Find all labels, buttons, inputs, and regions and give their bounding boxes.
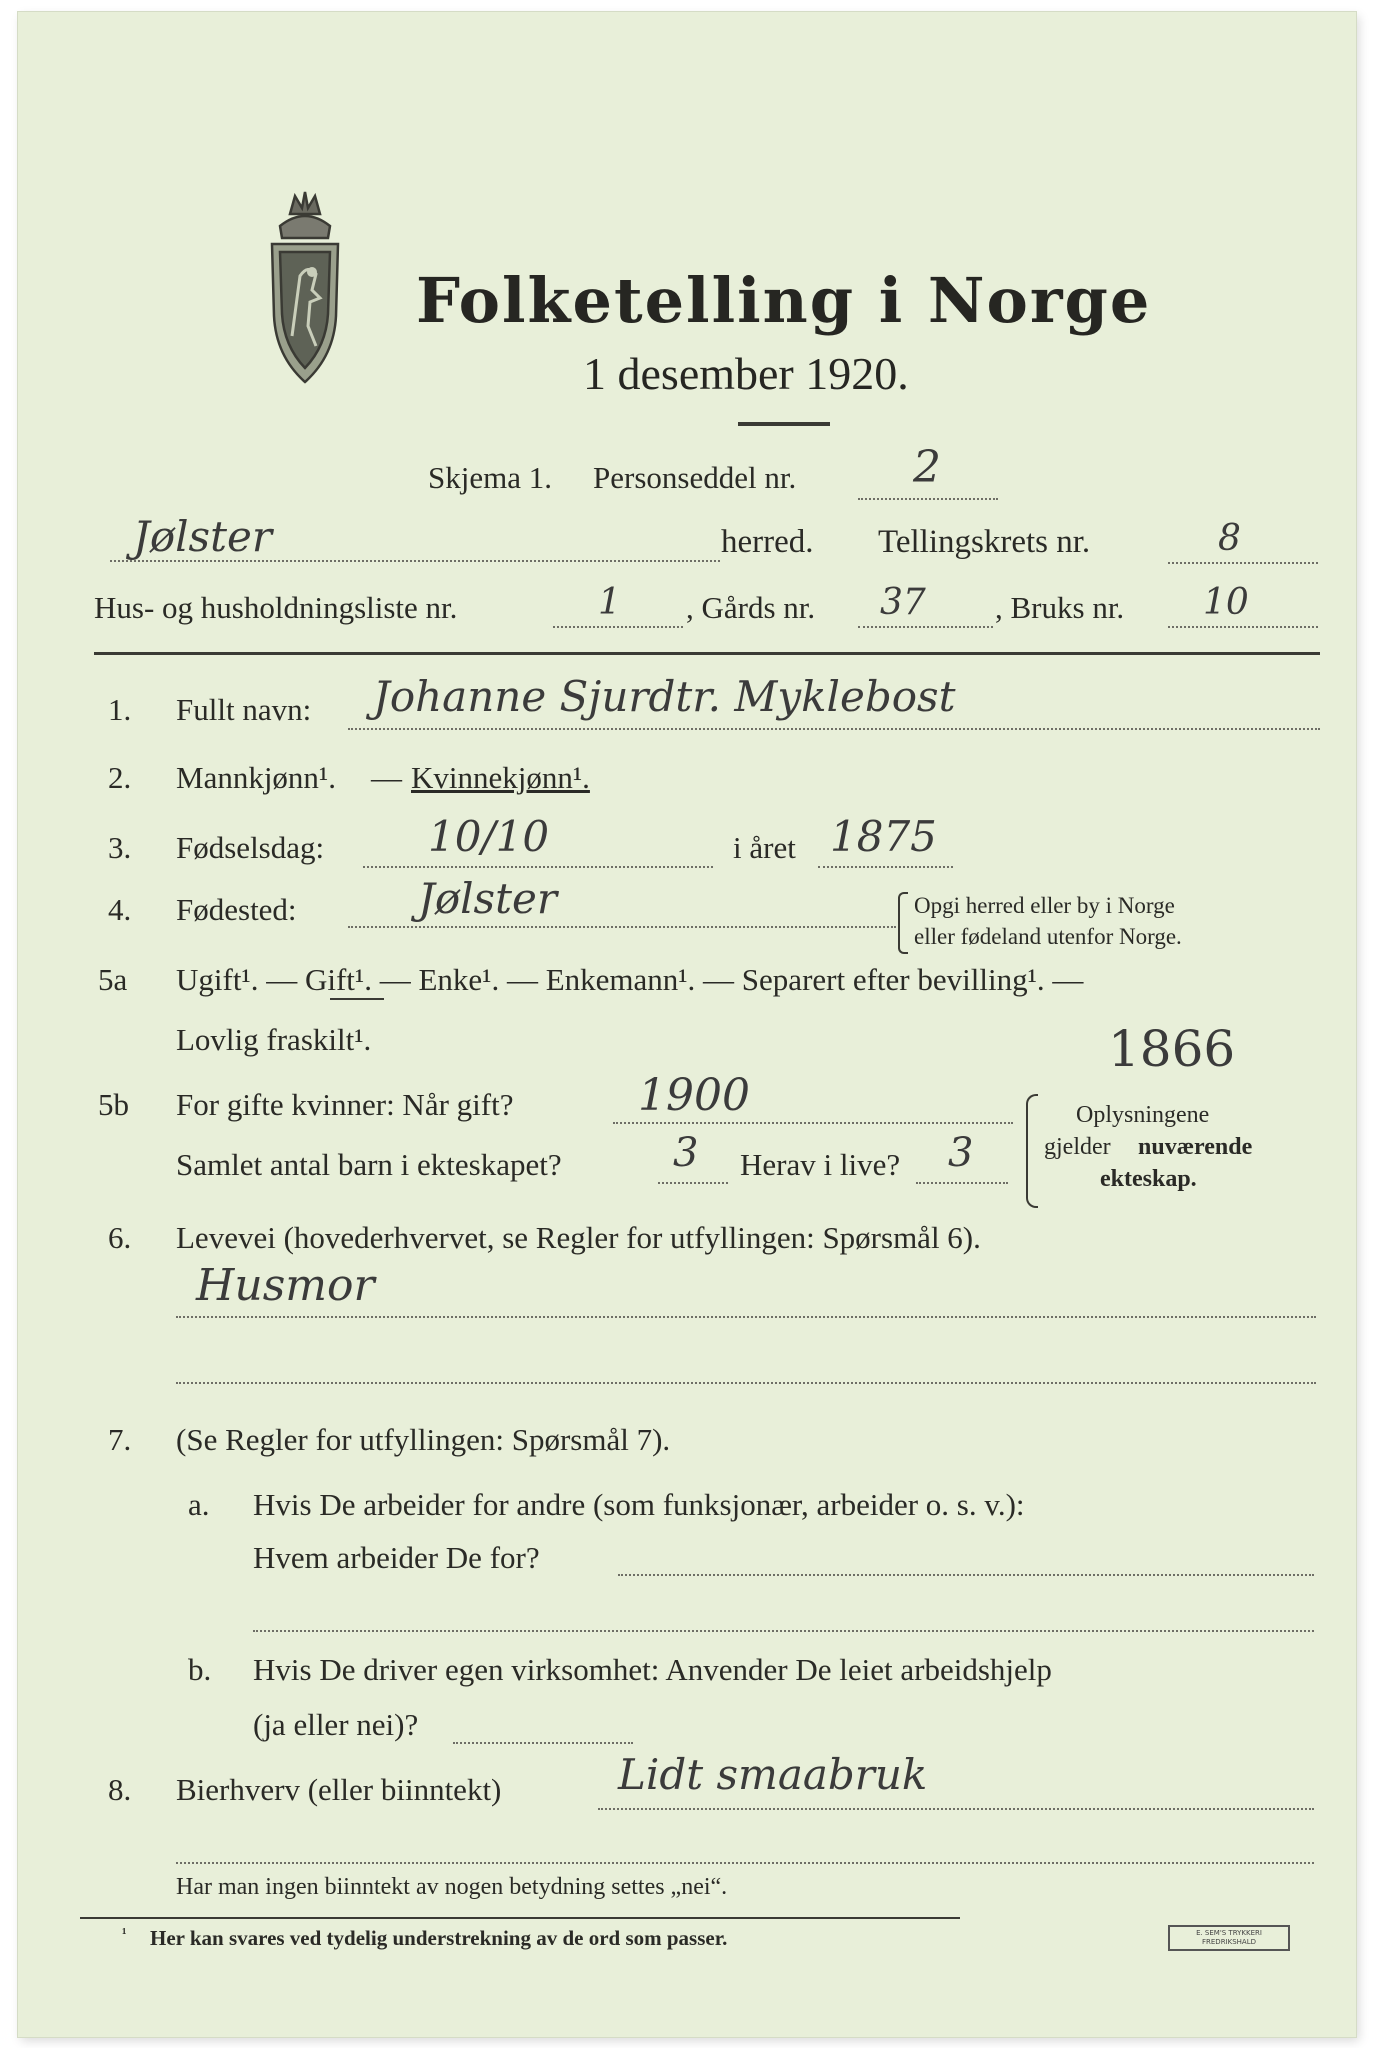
married-underline	[330, 998, 384, 1000]
birthplace-line	[348, 926, 896, 928]
birthplace-note-line2: eller fødeland utenfor Norge.	[914, 924, 1182, 949]
marriage-note-line2b: nuværende	[1138, 1134, 1253, 1160]
side-income-line-1	[598, 1808, 1314, 1810]
marital-status-options: Ugift¹. — Gift¹. — Enke¹. — Enkemann¹. — Separert efter bevilling¹. —	[176, 962, 1084, 997]
q7b-question-line2: (ja eller nei)?	[253, 1707, 419, 1742]
person-no-value: 2	[913, 442, 941, 493]
q4-number: 4.	[108, 892, 132, 927]
q1-label: Fullt navn:	[176, 692, 312, 727]
married-year-line	[613, 1122, 1013, 1124]
husliste-no-value: 1	[598, 582, 621, 623]
footnote-mark: ¹	[122, 1926, 127, 1942]
gender-separator: —	[371, 760, 402, 795]
q7b-question-line1: Hvis De driver egen virksomhet: Anvender De leiet arbeidshjelp	[253, 1652, 1052, 1687]
husliste-line	[553, 626, 683, 628]
q5b-number: 5b	[98, 1087, 129, 1122]
printer-stamp-line2: FREDRIKSHALD	[1201, 1938, 1256, 1946]
birthday-value: 10/10	[428, 812, 550, 861]
divorced-option: Lovlig fraskilt¹.	[176, 1022, 372, 1057]
q7-label: (Se Regler for utfyllingen: Spørsmål 7).	[176, 1422, 671, 1457]
occupation-line-1	[176, 1316, 1316, 1318]
krets-line	[1168, 562, 1318, 564]
schema-label: Skjema 1.	[428, 460, 552, 495]
q3-number: 3.	[108, 830, 132, 865]
employer-line-2	[253, 1630, 1314, 1632]
husliste-label: Hus- og husholdningsliste nr.	[94, 590, 458, 625]
form-title: Folketelling i Norge	[416, 264, 1152, 337]
printer-stamp	[1168, 1925, 1290, 1951]
children-line	[658, 1182, 728, 1184]
q7a-letter: a.	[188, 1487, 210, 1522]
hired-help-line	[453, 1742, 633, 1744]
q1-number: 1.	[108, 692, 132, 727]
side-income-value: Lidt smaabruk	[618, 1750, 928, 1799]
q1-line	[348, 728, 1320, 730]
employer-line-1	[618, 1574, 1314, 1576]
krets-label: Tellingskrets nr.	[878, 524, 1091, 560]
married-year-value: 1900	[638, 1070, 750, 1121]
birthplace-note-brace	[898, 892, 908, 954]
gards-label: , Gårds nr.	[686, 590, 816, 625]
birthday-line	[363, 866, 713, 868]
q2-number: 2.	[108, 760, 132, 795]
q7b-letter: b.	[188, 1652, 212, 1687]
alive-value: 3	[948, 1130, 974, 1176]
gards-line	[858, 626, 993, 628]
married-when-label: For gifte kvinner: Når gift?	[176, 1087, 514, 1122]
bruks-line	[1168, 626, 1318, 628]
gards-no-value: 37	[880, 582, 926, 623]
footnote-text: Her kan svares ved tydelig understrekning av de ord som passer.	[150, 1926, 728, 1950]
person-no-line	[858, 498, 998, 500]
q4-label: Fødested:	[176, 892, 297, 927]
marriage-note-line2a: gjelder	[1044, 1134, 1111, 1160]
q8-label: Bierhverv (eller biinntekt)	[176, 1772, 502, 1807]
marriage-note-brace	[1026, 1094, 1038, 1208]
occupation-value: Husmor	[196, 1260, 375, 1311]
female-option-underlined: Kvinnekjønn¹.	[411, 760, 590, 795]
q7a-question-line2: Hvem arbeider De for?	[253, 1540, 540, 1575]
birthplace-value: Jølster	[418, 874, 557, 923]
year-label: i året	[733, 830, 796, 865]
herred-value: Jølster	[133, 512, 272, 561]
birthplace-note-line1: Opgi herred eller by i Norge	[914, 893, 1175, 918]
person-label: Personseddel nr.	[593, 460, 797, 495]
herred-label: herred.	[721, 524, 814, 560]
header-rule	[94, 652, 1320, 655]
alive-line	[916, 1182, 1008, 1184]
margin-note-year: 1866	[1108, 1020, 1236, 1078]
q6-number: 6.	[108, 1220, 132, 1255]
children-label: Samlet antal barn i ekteskapet?	[176, 1147, 562, 1182]
marriage-note-line3: ekteskap.	[1100, 1166, 1197, 1192]
form-subtitle: 1 desember 1920.	[583, 348, 909, 399]
marriage-note-line1: Oplysningene	[1076, 1102, 1210, 1128]
birth-year-value: 1875	[830, 812, 937, 861]
q7-number: 7.	[108, 1422, 132, 1457]
q5a-number: 5a	[98, 962, 128, 997]
printer-stamp-line1: E. SEM'S TRYKKERI	[1196, 1929, 1262, 1937]
side-income-note: Har man ingen biinntekt av nogen betydning settes „nei“.	[176, 1874, 728, 1900]
title-divider	[738, 422, 830, 426]
bruks-label: , Bruks nr.	[995, 590, 1125, 625]
male-option: Mannkjønn¹.	[176, 760, 336, 795]
q6-label: Levevei (hovederhvervet, se Regler for utfyllingen: Spørsmål 6).	[176, 1220, 981, 1255]
full-name-value: Johanne Sjurdtr. Myklebost	[373, 672, 956, 721]
q8-number: 8.	[108, 1772, 132, 1807]
birth-year-line	[818, 866, 953, 868]
side-income-line-2	[176, 1862, 1314, 1864]
children-value: 3	[673, 1130, 699, 1176]
footnote-rule	[80, 1917, 960, 1919]
bruks-no-value: 10	[1203, 582, 1249, 623]
occupation-line-2	[176, 1382, 1316, 1384]
q7a-question-line1: Hvis De arbeider for andre (som funksjonær, arbeider o. s. v.):	[253, 1487, 1025, 1522]
norwegian-lion-coat-of-arms-icon	[250, 186, 360, 396]
alive-label: Herav i live?	[740, 1147, 901, 1182]
census-form-sheet	[18, 12, 1356, 2037]
krets-no-value: 8	[1218, 518, 1241, 559]
q3-label: Fødselsdag:	[176, 830, 325, 865]
